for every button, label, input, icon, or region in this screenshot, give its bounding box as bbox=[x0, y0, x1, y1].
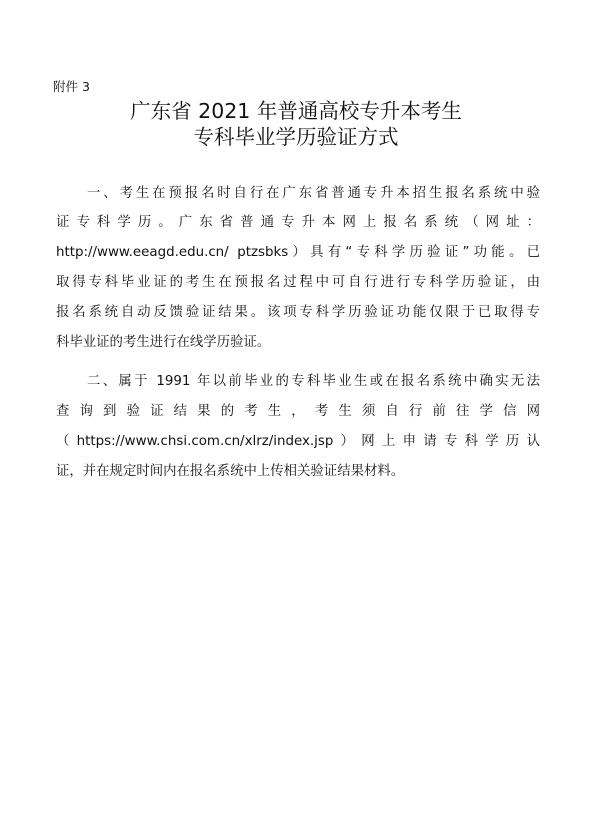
document-title-line-2: 专科毕业学历验证方式 bbox=[193, 125, 399, 149]
paragraph-line: 证，并在规定时间内在报名系统中上传相关验证结果材料。 bbox=[56, 464, 405, 479]
document-title-line-1: 广东省 2021 年普通高校专升本考生 bbox=[130, 99, 462, 123]
paragraph-line: （https://www.chsi.com.cn/xlrz/index.jsp）网上申请专科学历认 bbox=[56, 434, 540, 449]
paragraph-line: 查 询 到 验 证 结 果 的 考 生 ， 考 生 须 自 行 前 往 学 信 网 bbox=[56, 404, 540, 419]
paragraph-line: 科毕业证的考生进行在线学历验证。 bbox=[56, 335, 271, 350]
attachment-label: 附件 3 bbox=[53, 79, 90, 94]
paragraph-line: http://www.eeagd.edu.cn/ ptzsbks）具有“专科学历验证”功能。已 bbox=[56, 245, 540, 260]
paragraph-line: 一、考生在预报名时自行在广东省普通专升本招生报名系统中验 bbox=[87, 186, 540, 201]
paragraph-line: 证 专 科 学 历 。 广 东 省 普 通 专 升 本 网 上 报 名 系 统 （ 网 址 ： bbox=[56, 215, 540, 230]
paragraph-line: 报名系统自动反馈验证结果。该项专科学历验证功能仅限于已取得专 bbox=[56, 305, 540, 320]
paragraph-line: 取得专科毕业证的考生在预报名过程中可自行进行专科学历验证，由 bbox=[56, 275, 540, 290]
paragraph-line: 二、属于 1991 年以前毕业的专科毕业生或在报名系统中确实无法 bbox=[87, 374, 540, 389]
